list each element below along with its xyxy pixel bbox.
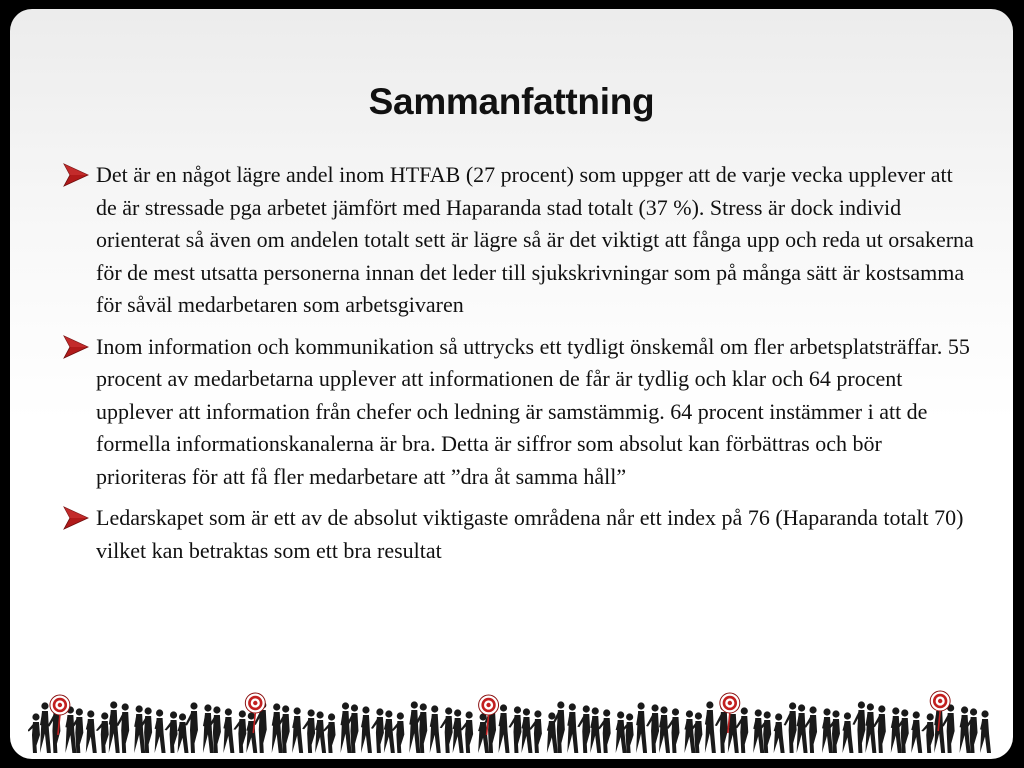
person-silhouette — [891, 707, 902, 753]
bullet-text: Det är en något lägre andel inom HTFAB (27 procent) som uppger att de varje vecka upplever att de är stressade pga arbetet jämfört med Haparanda stad totalt (37 %). Stress är dock individ orienterat så även om andelen totalt sett är lägre så är det viktigt att fånga upp och reda ut orsakerna för de mest utsatta personerna innan det leder till sjukskrivningar som på många sätt är kostsamma för såväl medarbetaren som arbetsgivaren — [96, 162, 974, 317]
person-silhouette — [430, 705, 441, 753]
person-silhouette — [616, 711, 627, 753]
person-silhouette — [315, 711, 326, 753]
person-silhouette — [646, 704, 659, 753]
bullet-list — [60, 159, 975, 576]
person-silhouette — [178, 713, 189, 753]
person-silhouette — [980, 710, 991, 753]
person-silhouette — [567, 703, 578, 753]
bullet-item — [60, 159, 975, 322]
bullet-text: Ledarskapet som är ett av de absolut viktigaste områdena når ett index på 76 (Haparanda totalt 70) vilket kan betraktas som ett bra resultat — [96, 505, 964, 563]
person-silhouette — [28, 713, 40, 753]
person-silhouette — [960, 706, 971, 753]
person-silhouette — [233, 710, 246, 753]
person-silhouette — [822, 708, 833, 753]
person-silhouette — [659, 706, 670, 753]
bullet-item — [60, 502, 975, 567]
person-silhouette — [96, 712, 109, 753]
person-silhouette — [784, 702, 797, 753]
person-silhouette — [371, 708, 384, 753]
bullet-item — [60, 331, 975, 494]
person-silhouette — [109, 701, 120, 753]
person-silhouette — [440, 707, 453, 753]
person-silhouette — [86, 710, 97, 753]
slide — [10, 9, 1013, 759]
person-silhouette — [165, 711, 178, 753]
arrow-bullet-icon — [63, 506, 89, 530]
person-silhouette — [453, 709, 464, 753]
person-silhouette — [499, 704, 510, 753]
person-silhouette — [134, 705, 145, 753]
slide-title: Sammanfattning — [368, 81, 655, 122]
person-silhouette — [65, 706, 76, 753]
person-silhouette — [361, 706, 372, 753]
person-silhouette — [921, 713, 934, 753]
person-silhouette — [155, 709, 166, 753]
person-silhouette — [341, 702, 352, 753]
person-silhouette — [842, 712, 853, 753]
person-silhouette — [684, 710, 695, 753]
person-silhouette — [577, 705, 590, 753]
person-silhouette — [203, 704, 214, 753]
person-silhouette — [384, 710, 395, 753]
person-silhouette — [509, 706, 522, 753]
person-silhouette — [774, 713, 785, 753]
walking-people-targets-graphic — [28, 683, 995, 755]
person-silhouette — [911, 711, 922, 753]
person-silhouette — [292, 707, 303, 753]
person-silhouette — [40, 702, 51, 753]
person-silhouette — [409, 701, 420, 753]
arrow-bullet-icon — [63, 163, 89, 187]
person-silhouette — [797, 704, 808, 753]
person-silhouette — [302, 709, 315, 753]
person-silhouette — [865, 703, 876, 753]
person-silhouette — [521, 708, 532, 753]
arrow-bullet-icon — [63, 335, 89, 359]
person-silhouette — [852, 701, 865, 753]
person-silhouette — [705, 701, 716, 753]
person-silhouette — [636, 702, 647, 753]
person-silhouette — [223, 708, 234, 753]
bullet-text: Inom information och kommunikation så uttrycks ett tydligt önskemål om fler arbetsplatsträffar. 55 procent av medarbetarna upplever att informationen de får är tydlig och klar och 64 procent upplever att information från chefer och ledning är samstämmig. 64 procent instämmer i att de formella informationskanalerna är bra. Detta är siffror som absolut kan förbättras och bör prioriteras för att få fler medarbetare att ”dra åt samma håll” — [96, 333, 970, 489]
person-silhouette — [590, 707, 601, 753]
person-silhouette — [246, 712, 257, 753]
person-silhouette — [753, 709, 764, 753]
person-silhouette — [272, 703, 283, 753]
